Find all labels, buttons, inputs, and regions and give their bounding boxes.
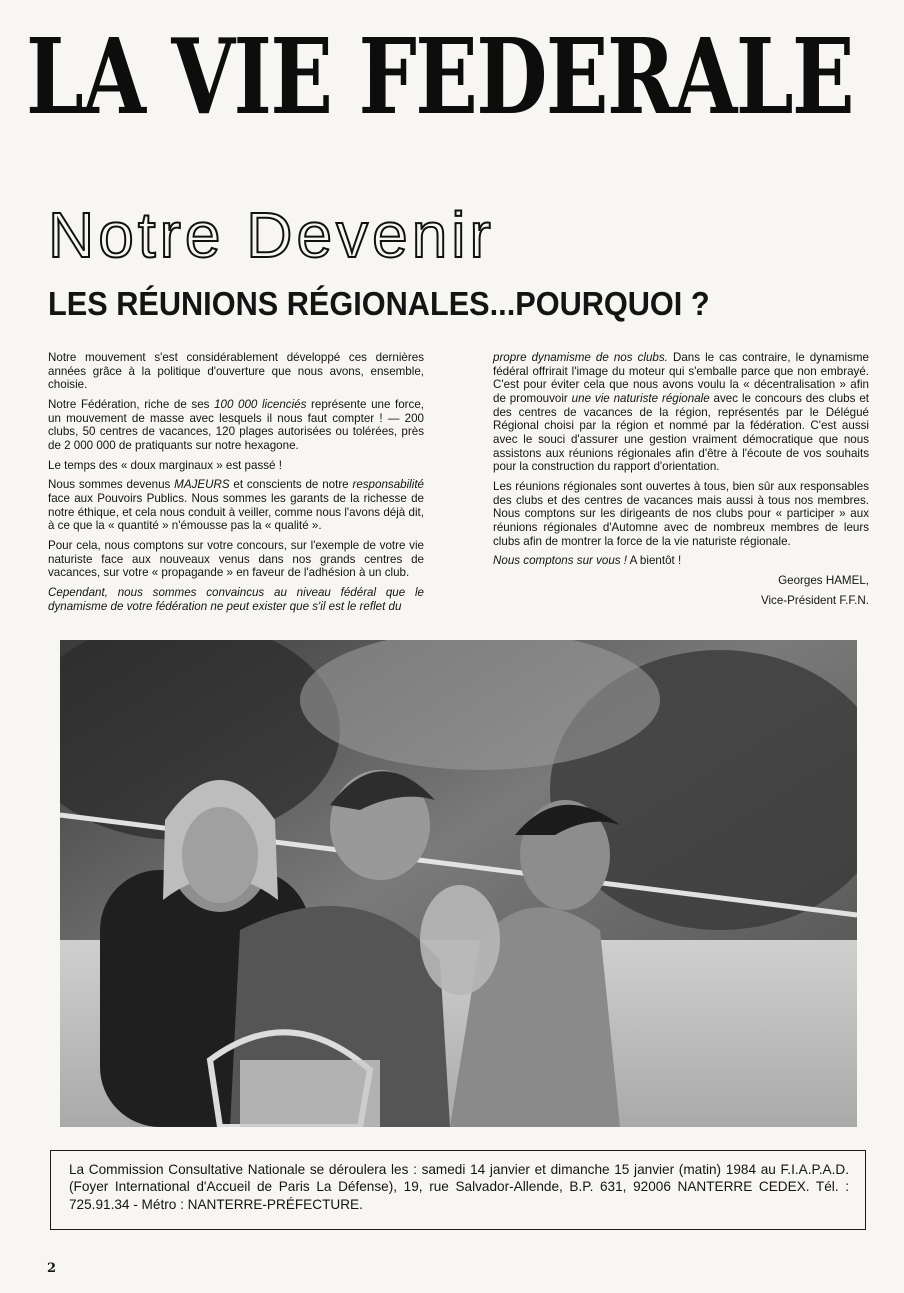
- signature-title: Vice-Président F.F.N.: [760, 593, 869, 607]
- photo-illustration: [60, 640, 857, 1127]
- beach-photo: [60, 640, 857, 1127]
- event-notice-text: La Commission Consultative Nationale se déroulera les : samedi 14 janvier et dimanche 15 janvier (matin) 1984 au F.I.A.P.A.D. (Foyer International d'Accueil de Paris La Défense), 19, rue Salvador-Allende, B.P. 631, 92006 NANTERRE CEDEX. Tél. : 725.91.34 - Métro : NANTERRE-PRÉFECTURE.: [69, 1162, 849, 1212]
- paragraph: Les réunions régionales sont ouvertes à tous, bien sûr aux responsables des clubs et des centres de vacances mais aussi à tous nos membres. Nous comptons sur les dirigeants de nos clubs pour « participer » aux réunions régionales d'Automne avec de nombreux membres de leurs clubs afin de montrer la force de la vie naturiste régionale.: [493, 480, 869, 548]
- section-title: Notre Devenir: [48, 199, 495, 271]
- masthead-title: LA VIE FEDERALE: [26, 15, 854, 138]
- paragraph: Nous sommes devenus MAJEURS et conscients de notre responsabilité face aux Pouvoirs Publics. Nous sommes les garants de la richesse de notre éthique, et cela nous conduit à veiller, comme nous l'avons déjà dit, à ce que la « quantité » n'émousse pas la « qualité ».: [48, 478, 424, 533]
- signature-name: Georges HAMEL,: [778, 574, 869, 588]
- paragraph: propre dynamisme de nos clubs. Dans le cas contraire, le dynamisme fédéral offrirait l'image du moteur qui s'emballe parce que non embrayé. C'est pour éviter cela que nous avons voulu la « décentralisation » afin de promouvoir une vie naturiste régionale avec le concours des clubs et des centres de vacances de la région, représentés par le Délégué Régional choisi par la région et nommé par la fédération. C'est aussi avec le souci d'assurer une gestion vraiment démocratique que nous assistons aux réunions régionales afin d'être à l'écoute de vos souhaits pour la construction du rapport d'orientation.: [493, 351, 869, 474]
- article-headline: LES RÉUNIONS RÉGIONALES...POURQUOI ?: [48, 285, 710, 322]
- paragraph: Notre Fédération, riche de ses 100 000 licenciés représente une force, un mouvement de masse avec lesquels il nous faut compter ! — 200 clubs, 50 centres de vacances, 120 plages autorisées ou tolérées, près de 2 000 000 de pratiquants sur notre hexagone.: [48, 398, 425, 453]
- article-column-left: [48, 351, 424, 619]
- paragraph: Pour cela, nous comptons sur votre concours, sur l'exemple de votre vie naturiste face aux nouveaux venus dans nos grands centres de vacances, sur votre « propagande » en faveur de l'adhésion à un club.: [48, 539, 424, 580]
- paragraph: Le temps des « doux marginaux » est passé !: [48, 458, 282, 472]
- page-number: 2: [47, 1261, 57, 1276]
- paragraph: Nous comptons sur vous ! A bientôt !: [493, 554, 682, 568]
- event-notice-box: [50, 1150, 866, 1230]
- paragraph: Notre mouvement s'est considérablement développé ces dernières années grâce à la politique d'ouverture que nous avons, ensemble, choisie.: [48, 351, 424, 392]
- paragraph: Cependant, nous sommes convaincus au niveau fédéral que le dynamisme de votre fédération ne peut exister que s'il est le reflet du: [48, 586, 424, 613]
- article-column-right: [493, 351, 869, 613]
